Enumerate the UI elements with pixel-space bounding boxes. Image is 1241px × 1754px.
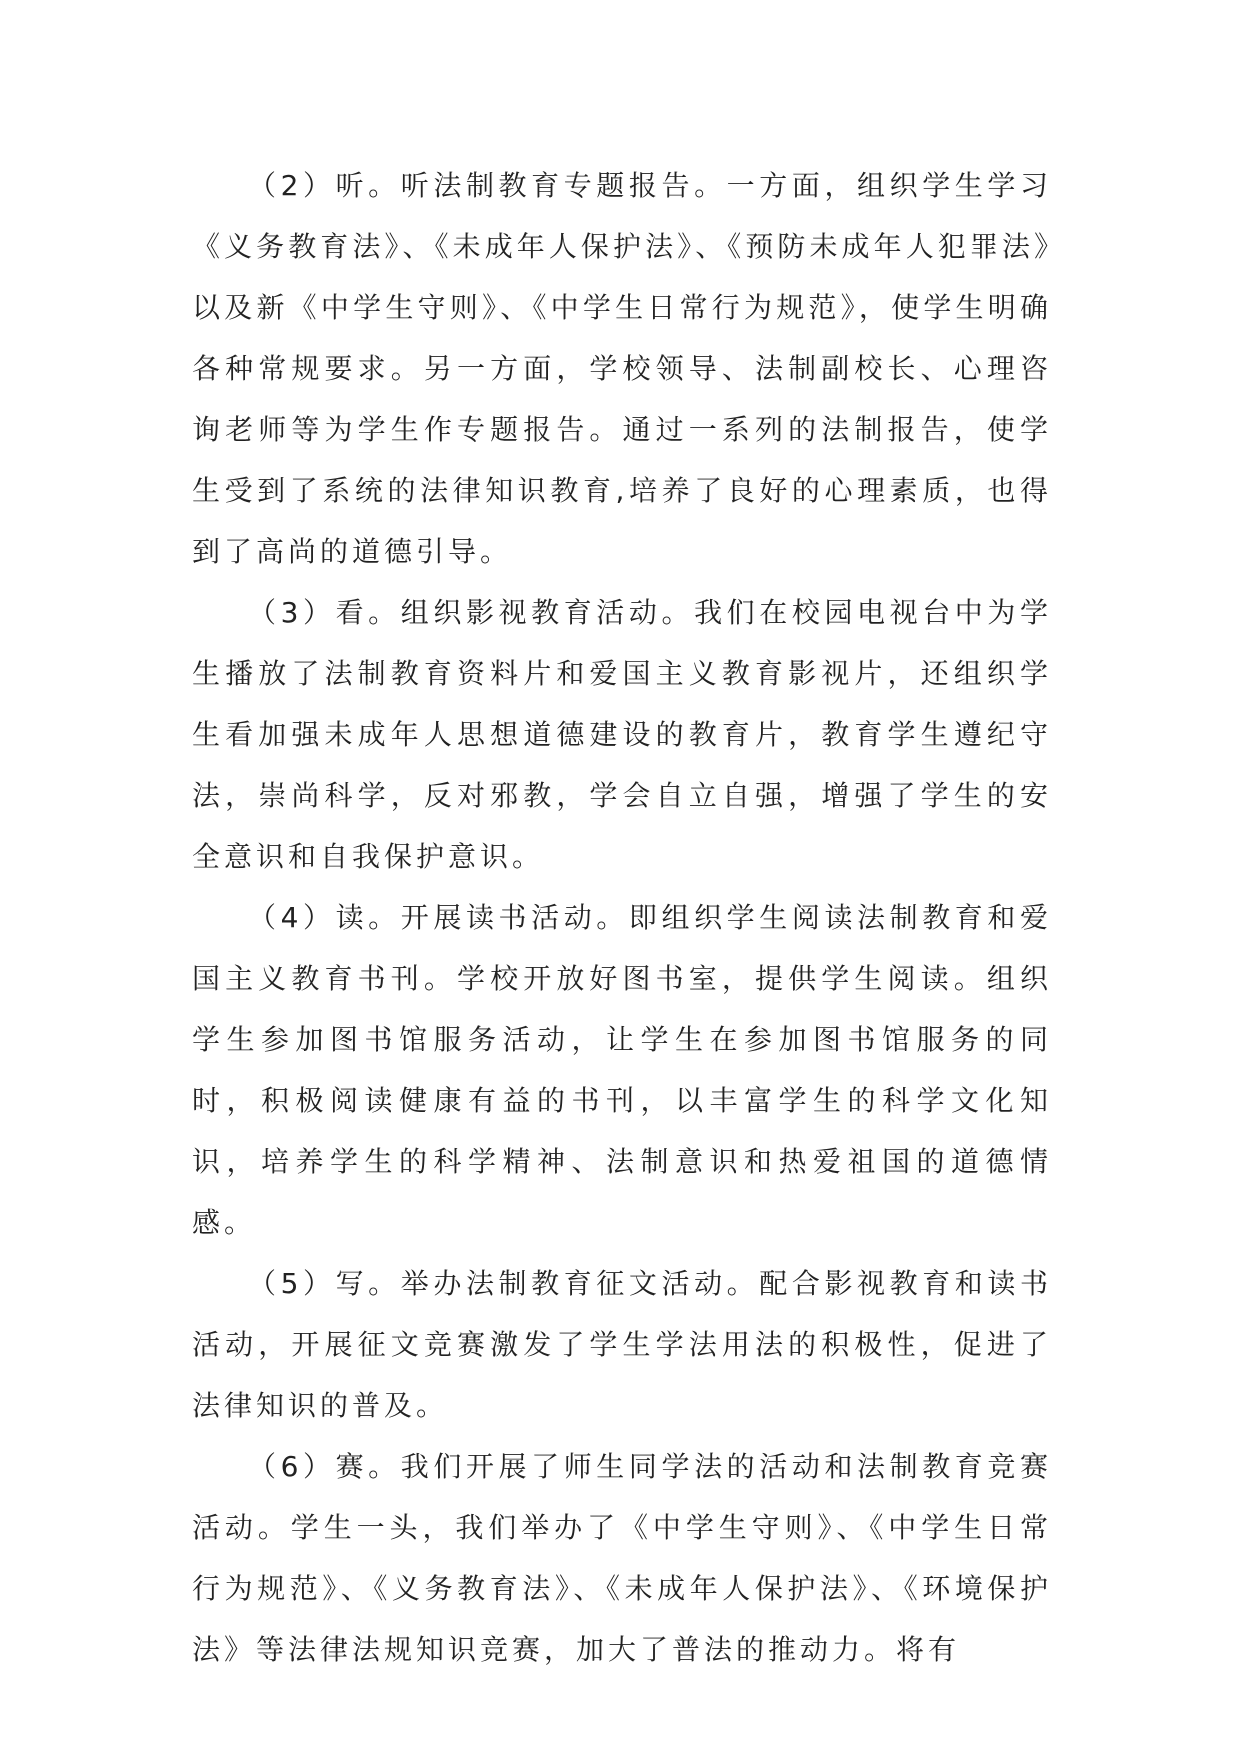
paragraph-watch: （3）看。组织影视教育活动。我们在校园电视台中为学生播放了法制教育资料片和爱国主义教育影视片，还组织学生看加强未成年人思想道德建设的教育片，教育学生遵纪守法，崇尚科学，反对邪教，学会自立自强，增强了学生的安全意识和自我保护意识。 (192, 596, 1052, 873)
paragraph-listen: （2）听。听法制教育专题报告。一方面，组织学生学习《义务教育法》、《未成年人保护法》、《预防未成年人犯罪法》以及新《中学生守则》、《中学生日常行为规范》，使学生明确各种常规要求。另一方面，学校领导、法制副校长、心理咨询老师等为学生作专题报告。通过一系列的法制报告，使学生受到了系统的法律知识教育,培养了良好的心理素质，也得到了高尚的道德引导。 (192, 169, 1052, 568)
paragraph-compete: （6）赛。我们开展了师生同学法的活动和法制教育竞赛活动。学生一头，我们举办了《中学生守则》、《中学生日常行为规范》、《义务教育法》、《未成年人保护法》、《环境保护法》等法律法规知识竞赛，加大了普法的推动力。将有 (192, 1450, 1052, 1666)
paragraph-read: （4）读。开展读书活动。即组织学生阅读法制教育和爱国主义教育书刊。学校开放好图书室，提供学生阅读。组织学生参加图书馆服务活动，让学生在参加图书馆服务的同时，积极阅读健康有益的书刊，以丰富学生的科学文化知识，培养学生的科学精神、法制意识和热爱祖国的道德情感。 (192, 901, 1052, 1239)
paragraph-write: （5）写。举办法制教育征文活动。配合影视教育和读书活动，开展征文竞赛激发了学生学法用法的积极性，促进了法律知识的普及。 (192, 1267, 1052, 1422)
document-body (192, 155, 1052, 1680)
